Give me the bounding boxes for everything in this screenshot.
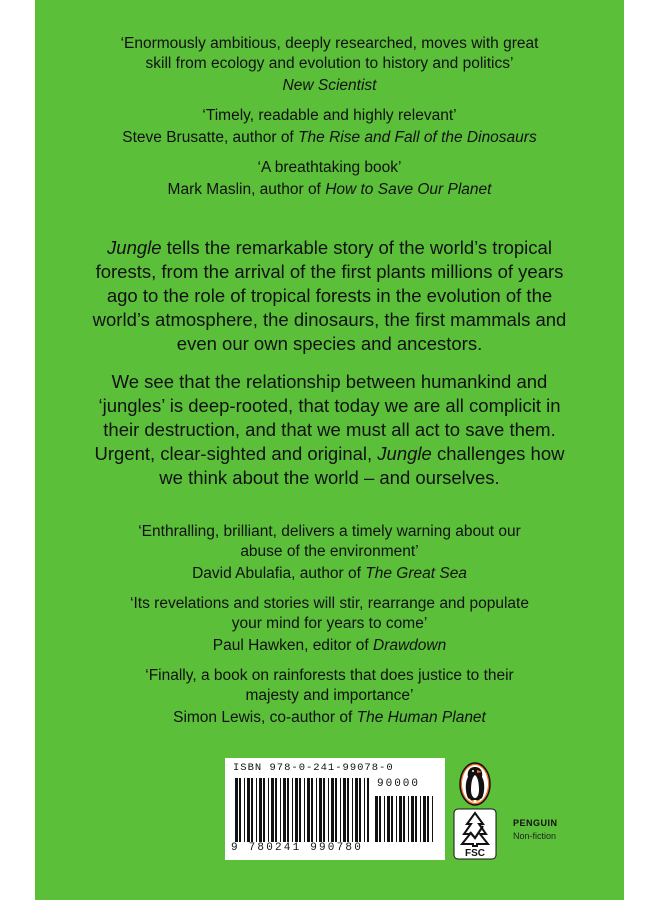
barcode-bar — [268, 778, 269, 842]
barcode-bar — [275, 778, 277, 842]
barcode-bar — [292, 778, 293, 842]
quote-attribution: Paul Hawken, editor of Drawdown — [212, 637, 447, 654]
barcode-bar — [347, 778, 349, 842]
barcode-bars — [235, 778, 369, 842]
barcode-bar — [411, 796, 414, 842]
barcode-bar — [287, 778, 289, 842]
back-cover — [35, 0, 624, 900]
barcode-bar — [323, 778, 325, 842]
barcode-number: 9 780241 990780 — [231, 842, 364, 854]
barcode-bar — [384, 796, 385, 842]
barcode-bar — [359, 778, 361, 842]
barcode-bar — [427, 796, 429, 842]
barcode-bar — [256, 778, 257, 842]
barcode-bar — [335, 778, 337, 842]
barcode-bar — [399, 796, 402, 842]
barcode-bar — [331, 778, 334, 842]
barcode-bar — [375, 796, 378, 842]
barcode-bar — [396, 796, 397, 842]
book-category: Non-fiction — [513, 831, 557, 841]
blurb-paragraph-1: Jungle tells the remarkable story of the world’s tropical forests, from the arrival of the first plants millions of years ago to the role of tropical forests in the evolution of the world’s atmosphere, the dinosaurs, the first mammals and even our own species and ancestors. — [92, 237, 567, 354]
barcode-bar — [295, 778, 298, 842]
barcode-addon-bars — [375, 796, 435, 842]
quote-text: skill from ecology and evolution to history and politics’ — [145, 55, 514, 72]
review-quote-3 — [35, 158, 624, 200]
barcode-bar — [283, 778, 286, 842]
quote-text: ‘Enormously ambitious, deeply researched, moves with great — [120, 35, 539, 52]
barcode-bar — [251, 778, 253, 842]
barcode-bar — [328, 778, 329, 842]
barcode-bar — [391, 796, 393, 842]
quote-text: your mind for years to come’ — [231, 615, 428, 632]
barcode-bar — [379, 796, 381, 842]
barcode-bar — [403, 796, 405, 842]
quote-attribution: David Abulafia, author of The Great Sea — [192, 565, 467, 582]
barcode-bar — [271, 778, 274, 842]
quote-text: ‘Enthralling, brilliant, delivers a timely warning about our — [138, 523, 521, 540]
quote-attribution: Steve Brusatte, author of The Rise and Fall of the Dinosaurs — [122, 129, 537, 146]
barcode-bar — [355, 778, 358, 842]
barcode-bar — [420, 796, 421, 842]
fsc-label: FSC — [465, 848, 485, 859]
isbn-label: ISBN 978-0-241-99078-0 — [233, 762, 394, 774]
barcode-bar — [408, 796, 409, 842]
quote-text: ‘A breathtaking book’ — [257, 159, 402, 176]
quote-text: ‘Finally, a book on rainforests that does justice to their — [145, 667, 514, 684]
barcode-bar — [239, 778, 241, 842]
quote-text: ‘Its revelations and stories will stir, rearrange and populate — [130, 595, 529, 612]
barcode-bar — [280, 778, 281, 842]
barcode-bar — [352, 778, 353, 842]
barcode-bar — [263, 778, 265, 842]
barcode-bar — [299, 778, 301, 842]
barcode-bar — [423, 796, 426, 842]
barcode-bar — [367, 778, 369, 842]
publisher-name: PENGUIN — [513, 818, 558, 828]
fsc-tree-icon — [453, 808, 497, 860]
review-quote-4 — [35, 522, 624, 584]
quote-attribution: New Scientist — [282, 77, 377, 94]
barcode-bar — [311, 778, 313, 842]
quote-text: ‘Timely, readable and highly relevant’ — [202, 107, 457, 124]
blurb-paragraph-2: We see that the relationship between humankind and ‘jungles’ is deep-rooted, that today we are all complicit in their destruction, and that we must all act to save them. Urgent, clear-sighted and original, Jungle challenges how we think about the world – and ourselves. — [94, 371, 565, 488]
barcode-bar — [247, 778, 250, 842]
barcode-bar — [307, 778, 310, 842]
barcode-bar — [415, 796, 417, 842]
penguin-logo-icon — [459, 762, 491, 806]
barcode-bar — [235, 778, 238, 842]
review-quote-6 — [35, 666, 624, 728]
barcode-bar — [319, 778, 322, 842]
barcode-panel — [225, 758, 445, 860]
review-quote-2 — [35, 106, 624, 148]
barcode-bar — [244, 778, 245, 842]
quote-attribution: Simon Lewis, co-author of The Human Planet — [173, 709, 486, 726]
quote-text: majesty and importance’ — [245, 687, 414, 704]
barcode-bar — [340, 778, 341, 842]
review-quote-5 — [35, 594, 624, 656]
barcode-bar — [316, 778, 317, 842]
barcode-bar — [259, 778, 262, 842]
barcode-bar — [364, 778, 365, 842]
quote-attribution: Mark Maslin, author of How to Save Our Planet — [167, 181, 492, 198]
barcode-bar — [387, 796, 390, 842]
barcode-addon-number: 90000 — [377, 778, 421, 790]
barcode-bar — [432, 796, 433, 842]
quote-text: abuse of the environment’ — [240, 543, 419, 560]
barcode-bar — [304, 778, 305, 842]
review-quote-1 — [35, 34, 624, 96]
barcode-bar — [343, 778, 346, 842]
